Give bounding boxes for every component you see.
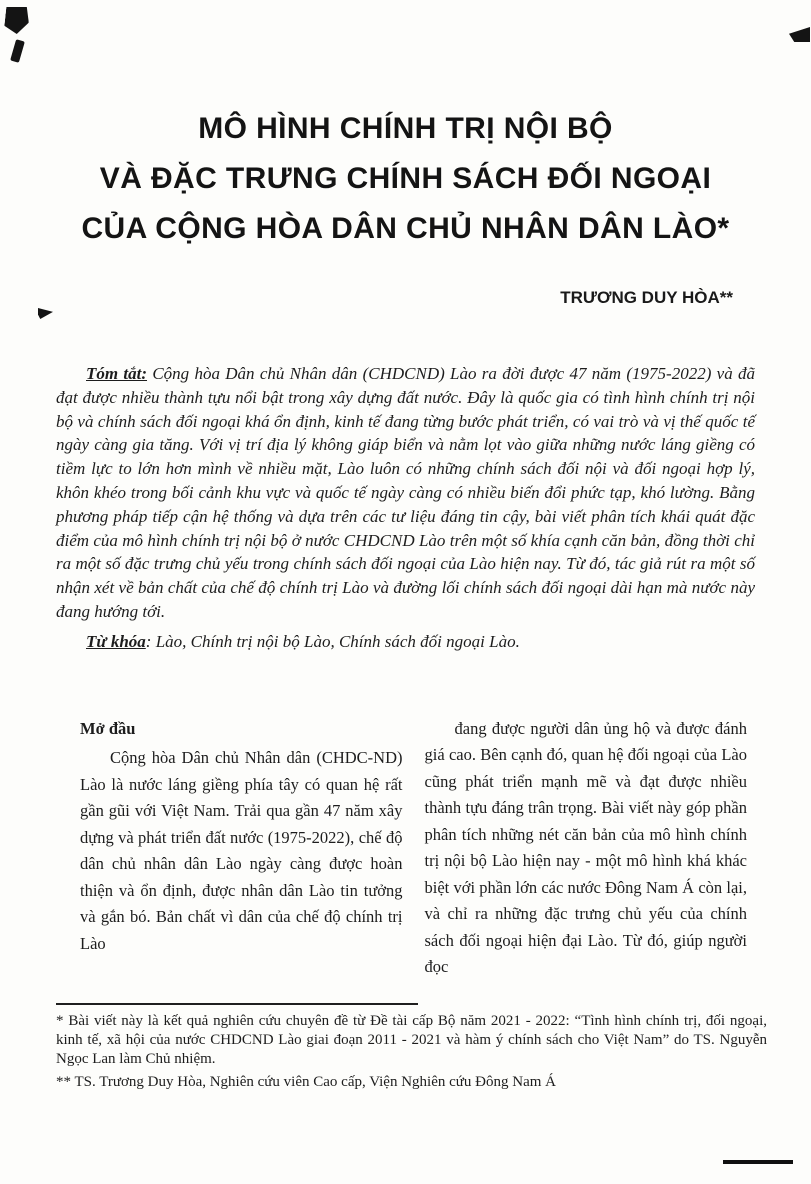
paper-title-line-3: CỦA CỘNG HÒA DÂN CHỦ NHÂN DÂN LÀO* bbox=[81, 212, 730, 245]
footnote-divider bbox=[56, 1003, 418, 1005]
author-name: TRƯƠNG DUY HÒA** bbox=[560, 288, 733, 307]
keywords-line bbox=[56, 630, 755, 654]
scan-artifact-top-left-2 bbox=[10, 39, 25, 63]
scan-artifact-bottom-right-line bbox=[723, 1160, 793, 1164]
footnote-1: * Bài viết này là kết quả nghiên cứu chuyên đề từ Đề tài cấp Bộ năm 2021 - 2022: “Tình hình chính trị, đối ngoại, kinh tế, xã hội của nước CHDCND Lào giai đoạn 2011 - 2021 và hàm ý chính sách cho Việt Nam” do TS. Nguyễn Ngọc Lan làm Chủ nhiệm. bbox=[56, 1013, 767, 1067]
paper-title bbox=[0, 104, 811, 254]
scan-artifact-left-edge bbox=[38, 308, 53, 319]
paper-title-line-2: VÀ ĐẶC TRƯNG CHÍNH SÁCH ĐỐI NGOẠI bbox=[99, 162, 712, 195]
footnote-block bbox=[56, 1003, 767, 1096]
section-heading: Mở đầu bbox=[80, 718, 136, 738]
column-left bbox=[80, 716, 403, 981]
abstract-text: Cộng hòa Dân chủ Nhân dân (CHDCND) Lào ra đời được 47 năm (1975-2022) và đã đạt được nhiều thành tựu nổi bật trong xây dựng đất nước. Đây là quốc gia có tình hình chính trị nội bộ và chính sách đối ngoại khá ổn định, kinh tế đang từng bước phát triển, có vai trò và vị thế quốc tế ngày càng gia tăng. Với vị trí địa lý không giáp biển và nằm lọt vào giữa những nước láng giềng có tiềm lực to lớn hơn mình về nhiều mặt, Lào luôn có những chính sách đối nội và đối ngoại hợp lý, khôn khéo trong bối cảnh khu vực và quốc tế ngày càng có nhiều biến đổi phức tạp, khó lường. Bằng phương pháp tiếp cận hệ thống và dựa trên các tư liệu đáng tin cậy, bài viết phân tích khái quát đặc điểm của mô hình chính trị nội bộ ở nước CHDCND Lào trên một số khía cạnh căn bản, đồng thời chỉ ra một số đặc trưng chủ yếu trong chính sách đối ngoại của Lào hiện nay. Từ đó, tác giả rút ra một số nhận xét về bản chất của chế độ chính trị Lào và đường lối chính sách đối ngoại dài hạn mà nước này đang hướng tới. bbox=[56, 364, 755, 621]
body-paragraph-left: Cộng hòa Dân chủ Nhân dân (CHDC-ND) Lào là nước láng giềng phía tây có quan hệ rất gần gũi với Việt Nam. Trải qua gần 47 năm xây dựng và phát triển đất nước (1975-2022), chế độ dân chủ nhân dân Lào ngày càng được hoàn thiện và ổn định, được nhân dân Lào tin tưởng và gắn bó. Bản chất vì dân của chế độ chính trị Lào bbox=[80, 748, 403, 953]
abstract-paragraph bbox=[56, 362, 755, 624]
paper-title-line-1: MÔ HÌNH CHÍNH TRỊ NỘI BỘ bbox=[198, 112, 613, 145]
keywords-text: : Lào, Chính trị nội bộ Lào, Chính sách đối ngoại Lào. bbox=[145, 631, 520, 651]
scan-artifact-top-right bbox=[789, 27, 810, 42]
body-paragraph-right: đang được người dân ủng hộ và được đánh giá cao. Bên cạnh đó, quan hệ đối ngoại của Lào cũng phát triển mạnh mẽ và đạt được nhiều thành tựu đáng trân trọng. Bài viết này góp phần phân tích những nét căn bản của mô hình chính trị nội bộ Lào hiện nay - một mô hình khá khác biệt với phần lớn các nước Đông Nam Á còn lại, và chỉ ra những đặc trưng chủ yếu của chính sách đối ngoại hiện đại Lào. Từ đó, giúp người đọc bbox=[424, 718, 747, 977]
column-right bbox=[425, 716, 748, 981]
scan-artifact-top-left bbox=[4, 5, 31, 35]
body-columns bbox=[80, 716, 747, 981]
keywords-label: Từ khóa bbox=[86, 631, 146, 651]
footnote-2: ** TS. Trương Duy Hòa, Nghiên cứu viên Cao cấp, Viện Nghiên cứu Đông Nam Á bbox=[56, 1074, 556, 1090]
abstract-label: Tóm tắt: bbox=[86, 364, 148, 383]
